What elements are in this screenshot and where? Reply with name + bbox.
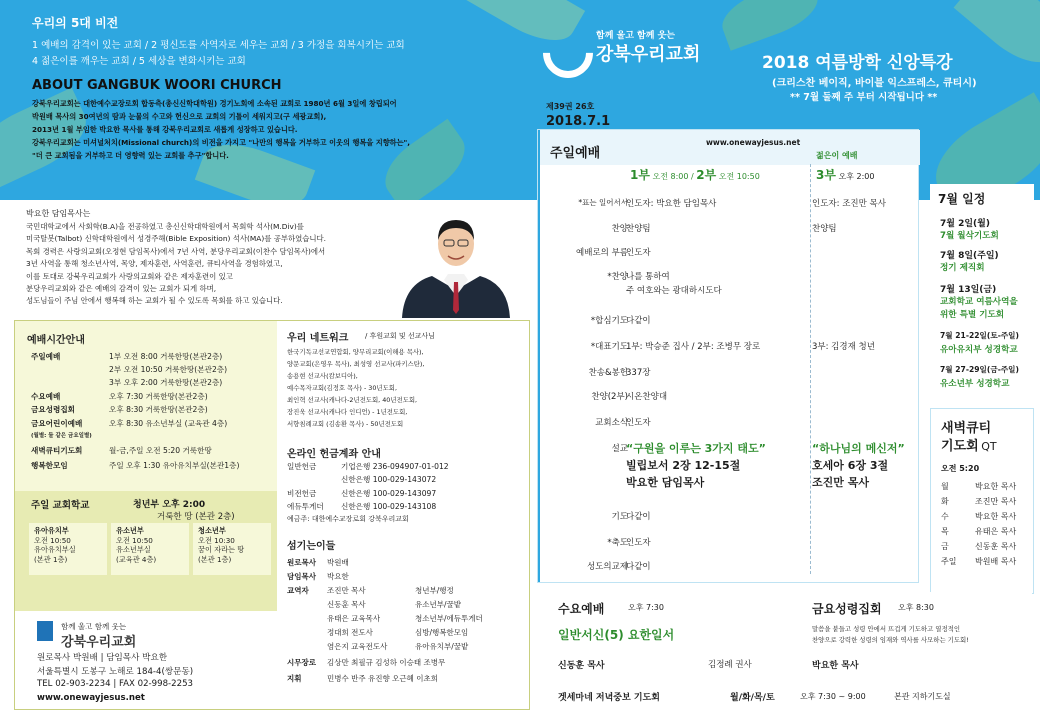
vision-title: 우리의 5대 비전 xyxy=(32,16,119,30)
worship-row-1-2: 인도자 xyxy=(626,248,651,258)
worship-row-label: 예배로의 부름 xyxy=(576,248,628,258)
logo-name: 강북우리교회 xyxy=(596,44,701,65)
pastor-line: 국민대학교에서 사회학(B.A)을 전공하였고 총신신학대학원에서 목회학 석사(M.Div)를 xyxy=(26,222,304,231)
about-line: 강북우리교회는 미셔널처치(Missional church)의 비전을 가지고 "나만의 행복을 거부하고 이웃의 행복을 지향하는", xyxy=(32,138,411,147)
prayer-meeting-row xyxy=(538,686,1032,708)
staff-row: 교역자 조진만 목사 청년부/행정 xyxy=(287,586,454,595)
qt-leader: 박원배 목사 xyxy=(975,557,1017,566)
worship-row-label: 찬양 xyxy=(611,224,628,234)
pastor-line: 미국탈봇(Talbot) 신학대학원에서 성경주해(Bible Exposition) 석사(MA)를 공부하였습니다. xyxy=(26,234,327,244)
network-line: 예수목자교회(김정호 목사) - 30년도회, xyxy=(287,384,397,392)
vision-line-1: 1 예배의 감격이 있는 교회 / 2 평신도를 사역자로 세우는 교회 / 3 가정을 회복시키는 교회 xyxy=(32,40,405,51)
friday-desc: 찬양으로 강력한 성령의 임재와 역사를 사모하는 기도회! xyxy=(812,636,969,644)
account-holder: 예금주: 대한예수교장로회 강북우리교회 xyxy=(287,515,409,523)
qt-subtitle: 기도회 QT xyxy=(941,439,997,454)
staff-row: 원로목사 박원배 xyxy=(287,558,349,567)
worship-row-label: *대표기도 xyxy=(590,342,628,352)
account-row: 비전헌금 신한은행 100-029-143097 xyxy=(287,489,437,498)
logo-slogan: 함께 울고 함께 웃는 xyxy=(596,31,675,41)
staff-title: 섬기는이들 xyxy=(287,541,336,552)
worship-row-1-2: 찬양팀 xyxy=(626,224,651,234)
sermon-title-2: “하나님의 메신저” xyxy=(812,442,905,455)
qt-leader: 유태은 목사 xyxy=(975,527,1017,536)
worship-row-label: 성도의교제 xyxy=(586,562,628,572)
address-line: 원로목사 박원배 | 담임목사 박요한 xyxy=(37,653,168,663)
network-line: 한국기독교선교연합회, 양무리교회(이해용 목사), xyxy=(287,348,424,356)
sunday-worship-order xyxy=(538,130,918,582)
network-title: 우리 네트워크 xyxy=(287,333,349,344)
qt-day: 목 xyxy=(941,527,949,536)
qt-leader: 조진만 목사 xyxy=(975,497,1017,506)
network-line: 장진욱 선교사(캐나다 인디언) - 1년전도회, xyxy=(287,408,408,416)
worship-row-3: 3부: 김경재 청년 xyxy=(812,342,875,352)
schedule-date: 7월 27-29일(금-주일) xyxy=(940,365,1019,374)
address-line: TEL 02-903-2234 | FAX 02-998-2253 xyxy=(37,679,194,689)
worship-times-section: 예배시간안내 주일예배 1부 오전 8:00 거룩한땅(본관2층) 2부 오전 10:50 거룩한땅(본관2층) 3부 오후 2:00 거룩한땅(본관2층) 수요예배 오후 7:30 거룩한땅(본관2층) 금요성령집회 오후 8:30 거룩한땅(본관2층) 금요어린이예배 오후 8:30 유소년부실 (교육관 4층) (월별: 둘 같은 금요일별) 새벽큐티기도회 월-금,주일 오전 5:20 거룩한땅 행복한모임 주일 오후 1:30 유아유치부실(본관1층) xyxy=(15,321,277,491)
network-line: 서향침례교회 (김송환 목사) - 50년전도회 xyxy=(287,420,404,428)
staff-row: 담임목사 박요한 xyxy=(287,572,349,581)
qt-day: 주일 xyxy=(941,557,957,566)
dawn-qt-section xyxy=(930,408,1034,594)
schedule-event: 위한 특별 기도회 xyxy=(940,310,1005,320)
staff-row: 지휘 민병수 반주 유진향 오근혜 이초희 xyxy=(287,674,438,683)
sermon-ref-2: 호세아 6장 3절 xyxy=(812,459,889,472)
worship-row-label: *축도 xyxy=(607,538,628,548)
sunday-school-title: 주일 교회학교 xyxy=(31,500,90,511)
network-line: 송용현 선교사(캄보디아), xyxy=(287,372,358,380)
prayer-meeting-title: 겟세마네 저녁중보 기도회 xyxy=(558,693,660,703)
pastor-heading: 박요한 담임목사는 xyxy=(26,209,91,218)
qt-day: 수 xyxy=(941,512,949,521)
school-card: 유아유치부 오전 10:50 유아유치부실 (본관 1층) xyxy=(29,523,107,575)
schedule-event: 교회학교 여름사역을 xyxy=(940,297,1018,307)
worship-row-1-2: 다같이 xyxy=(626,316,651,326)
july-title: 7월 일정 xyxy=(938,192,986,206)
vision-line-2: 4 젊은이를 깨우는 교회 / 5 세상을 변화시키는 교회 xyxy=(32,56,246,67)
about-line: "더 큰 교회됨을 거부하고 더 영향력 있는 교회를 추구"합니다. xyxy=(32,151,229,160)
prayer-meeting-time: 오후 7:30 ~ 9:00 xyxy=(800,692,866,701)
sermon-title-1: “구원을 이루는 3가지 태도” xyxy=(626,442,766,455)
info-panel: 예배시간안내 주일예배 1부 오전 8:00 거룩한땅(본관2층) 2부 오전 10:50 거룩한땅(본관2층) 3부 오후 2:00 거룩한땅(본관2층) 수요예배 오후 7:30 거룩한땅(본관2층) 금요성령집회 오후 8:30 거룩한땅(본관2층) 금요어린이예배 오후 8:30 유소년부실 (교육관 4층) (월별: 둘 같은 금요일별) 새벽큐티기도회 월-금,주일 오전 5:20 거룩한땅 행복한모임 주일 오후 1:30 유아유치부실(본관1층) 주일 교회학교 청년부 오후 2:00 거룩한 땅 (본관 2층) 유아유치부 오전 10:50 유아유치부실 (본관 1층) 유소년부 오전 10:50 유소년부실 (교육관 4층) 청소년부 오전 10:30 꿈이 자라는 땅 (본관 1층) 함께 울고 함께 웃는 강북우리교회 원로목사 박원배 | 담임목사 박요한 서울특별시 도봉구 노해로 184-4(쌍문동) TEL 02-903-2234 | FAX 02-998-2253 www.onewayjesus.net 우리 네트워크 / 후원교회 및 선교사님 한국기독교선교연합회, 양무리교회(이해용 목사), 양문교회(은영우 목사), 최성영 선교사(파키스탄), 송용현 선교사(캄보디아), 예수목자교회(김정호 목사) - 30년도회, 최인혁 선교사(캐나다-2년전도회, 40년전도회, 장진욱 선교사(캐나다 인디언) - 1년전도회, 서향침례교회 (김송환 목사) - 50년전도회 온라인 헌금계좌 안내 일반헌금 기업은행 236-094907-01-012 신한은행 100-029-143072 비전헌금 신한은행 100-029-143097 에듀투게더 신한은행 100-029-143108 예금주: 대한예수교장로회 강북우리교회 섬기는이들 원로목사 박원배 담임목사 박요한 교역자 조진만 목사 청년부/행정 신동훈 목사 유소년부/꿀밭 유태은 교육목사 청소년부/에듀투게더 정대희 전도사 심방/행복한모임 염은지 교육전도사 유아유치부/꿀밭 시무장로 김상만 최필규 김성하 이승태 조병무 지휘 민병수 반주 유진향 오근혜 이초희 xyxy=(14,320,530,710)
worship-row-1-2: 주 여호와는 광대하시도다 xyxy=(626,286,722,296)
schedule-date: 7월 8일(주일) xyxy=(940,251,999,261)
schedule-event: 7월 월삭기도회 xyxy=(940,231,999,241)
network-line: 양문교회(은영우 목사), 최성영 선교사(파키스탄), xyxy=(287,360,425,368)
issue-number: 제39권 26호 xyxy=(546,102,595,111)
schedule-event: 유소년부 성경학교 xyxy=(940,379,1010,389)
account-row: 에듀투게더 신한은행 100-029-143108 xyxy=(287,502,437,511)
qt-day: 화 xyxy=(941,497,949,506)
qt-leader: 신동훈 목사 xyxy=(975,542,1017,551)
worship-row-label: *합심기도 xyxy=(590,316,628,326)
youth-place: 거룩한 땅 (본관 2층) xyxy=(157,512,235,522)
about-line: 강북우리교회는 대한예수교장로회 합동측(총신신학대학원) 경기노회에 소속된 교회로 1980년 6월 3일에 창립되어 xyxy=(32,99,397,108)
church-cross-icon xyxy=(37,621,53,641)
pastor-line: 분당우리교회와 같은 예배의 감격이 있는 교회가 되게 하며, xyxy=(26,284,217,294)
wednesday-sermon: 일반서신(5) 요한일서 xyxy=(558,628,675,642)
address-line: 서울특별시 도봉구 노해로 184-4(쌍문동) xyxy=(37,667,194,677)
pastor-photo xyxy=(392,210,520,318)
worship-row-3: 찬양팀 xyxy=(812,224,837,234)
qt-time: 오전 5:20 xyxy=(941,464,980,473)
pastor-line: 3년 사역을 통해 청소년사역, 목양, 제자훈련, 사역훈련, 큐티사역을 경험하였고, xyxy=(26,259,283,269)
issue-date: 2018.7.1 xyxy=(546,114,611,129)
wednesday-preacher: 신동훈 목사 xyxy=(558,661,605,671)
worship-row-1-2: 1부: 박승준 집사 / 2부: 조병무 장로 xyxy=(626,342,761,352)
friday-time: 오후 8:30 xyxy=(898,603,934,612)
address-slogan: 함께 울고 함께 웃는 xyxy=(61,622,127,631)
schedule-event: 정기 제직회 xyxy=(940,263,985,273)
youth-time: 청년부 오후 2:00 xyxy=(133,500,206,510)
about-line: 2013년 1월 부임한 박요한 목사를 통해 강북우리교회로 새롭게 성장하고 있습니다. xyxy=(32,125,298,134)
qt-day: 월 xyxy=(941,482,949,491)
schedule-date: 7월 13일(금) xyxy=(940,285,997,295)
prayer-meeting-days: 월/화/목/토 xyxy=(730,693,775,703)
school-card: 청소년부 오전 10:30 꿈이 자라는 땅 (본관 1층) xyxy=(193,523,271,575)
event-note: ** 7월 둘째 주 부터 시작됩니다 ** xyxy=(790,92,938,103)
july-schedule xyxy=(930,184,1034,404)
worship-row-label: 찬송&봉헌 xyxy=(588,368,628,378)
about-line: 박원배 목사의 30여년의 땀과 눈물의 수고와 헌신으로 교회의 기틀이 세워지고(구 세광교회), xyxy=(32,112,327,121)
worship-row-1-2: 인도자: 박요한 담임목사 xyxy=(626,199,717,209)
worship-row-label: 찬양(2부) xyxy=(591,392,628,402)
sunday-school-section xyxy=(15,491,277,611)
worship-row-1-2: 나를 통하여 xyxy=(626,272,670,282)
worship-row-1-2: 인도자 xyxy=(626,538,651,548)
friday-service xyxy=(784,592,1032,686)
friday-desc: 말씀을 붙들고 성령 안에서 뜨겁게 기도하고 열정적인 xyxy=(812,625,961,633)
network-line: 최인혁 선교사(캐나다-2년전도회, 40년전도회, xyxy=(287,396,418,404)
worship-row-3: 인도자: 조진만 목사 xyxy=(812,199,886,209)
qt-leader: 박요한 목사 xyxy=(975,512,1017,521)
about-title: ABOUT GANGBUK WOORI CHURCH xyxy=(32,78,282,93)
schedule-date: 7월 2일(월) xyxy=(940,219,990,229)
sermon-ref-1: 빌립보서 2장 12-15절 xyxy=(626,459,741,472)
staff-row: 시무장로 김상만 최필규 김성하 이승태 조병무 xyxy=(287,658,446,667)
worship-row-1-2: 337장 xyxy=(626,368,651,378)
service-part-3: 3부 오후 2:00 xyxy=(816,168,875,182)
service-parts-1-2: 1부 오전 8:00 / 2부 오전 10:50 xyxy=(630,168,760,182)
account-row: 일반헌금 기업은행 236-094907-01-012 xyxy=(287,462,449,471)
worship-row-1-2: 다같이 xyxy=(626,562,651,572)
wednesday-service xyxy=(538,592,778,686)
pastor-intro xyxy=(26,208,426,308)
sermon-label: 설교 xyxy=(611,444,628,454)
sermon-preacher-1: 박요한 담임목사 xyxy=(626,476,705,489)
website-text: www.onewayjesus.net xyxy=(706,138,801,147)
worship-title: 주일예배 xyxy=(550,146,601,161)
qt-leader: 박요한 목사 xyxy=(975,482,1017,491)
wednesday-title: 수요예배 xyxy=(558,602,605,616)
event-title: 2018 여름방학 신앙특강 xyxy=(762,53,953,73)
pastor-line: 목회 경력은 사랑의교회(오정현 담임목사)에서 7년 사역, 분당우리교회(이찬수 담임목사)에서 xyxy=(26,246,326,256)
friday-preacher: 박요한 목사 xyxy=(812,661,859,671)
prayer-meeting-place: 본관 지하기도실 xyxy=(894,692,951,701)
qt-title: 새벽큐티 xyxy=(941,421,992,436)
worship-row-label: *표는 일어서서 xyxy=(578,198,628,207)
pastor-line: 이를 토대로 강북우리교회가 사랑의교회와 같은 제자훈련이 있고 xyxy=(26,271,233,281)
school-card: 유소년부 오전 10:50 유소년부실 (교육관 4층) xyxy=(111,523,189,575)
schedule-event: 유아유치부 성경학교 xyxy=(940,345,1018,355)
wednesday-time: 오후 7:30 xyxy=(628,603,664,612)
qt-day: 금 xyxy=(941,542,949,551)
friday-title: 금요성령집회 xyxy=(812,602,882,616)
worship-row-1-2: 인도자 xyxy=(626,418,651,428)
worship-times-title: 예배시간안내 xyxy=(27,335,85,346)
worship-row-1-2: 시온찬양대 xyxy=(626,392,668,402)
worship-row-label: 기도 xyxy=(611,512,628,522)
worship-row-label: *찬양 xyxy=(607,272,628,282)
worship-row-label: 교회소식 xyxy=(595,418,628,428)
address-church-name: 강북우리교회 xyxy=(61,635,137,650)
schedule-date: 7월 21-22일(토-주일) xyxy=(940,331,1019,340)
network-subtitle: / 후원교회 및 선교사님 xyxy=(365,332,435,340)
young-worship-label: 젊은이 예배 xyxy=(816,151,858,160)
wednesday-prayer: 김정례 권사 xyxy=(708,660,752,670)
online-title: 온라인 헌금계좌 안내 xyxy=(287,449,381,460)
pastor-line: 성도님들이 주님 안에서 행복해 하는 교회가 될 수 있도록 목회를 하고 있습니다. xyxy=(26,296,283,306)
website-link[interactable]: www.onewayjesus.net xyxy=(37,693,145,703)
worship-row-1-2: 다같이 xyxy=(626,512,651,522)
event-subtitle: (크리스찬 베이직, 바이블 익스프레스, 큐티시) xyxy=(772,78,977,89)
sermon-preacher-2: 조진만 목사 xyxy=(812,476,869,489)
